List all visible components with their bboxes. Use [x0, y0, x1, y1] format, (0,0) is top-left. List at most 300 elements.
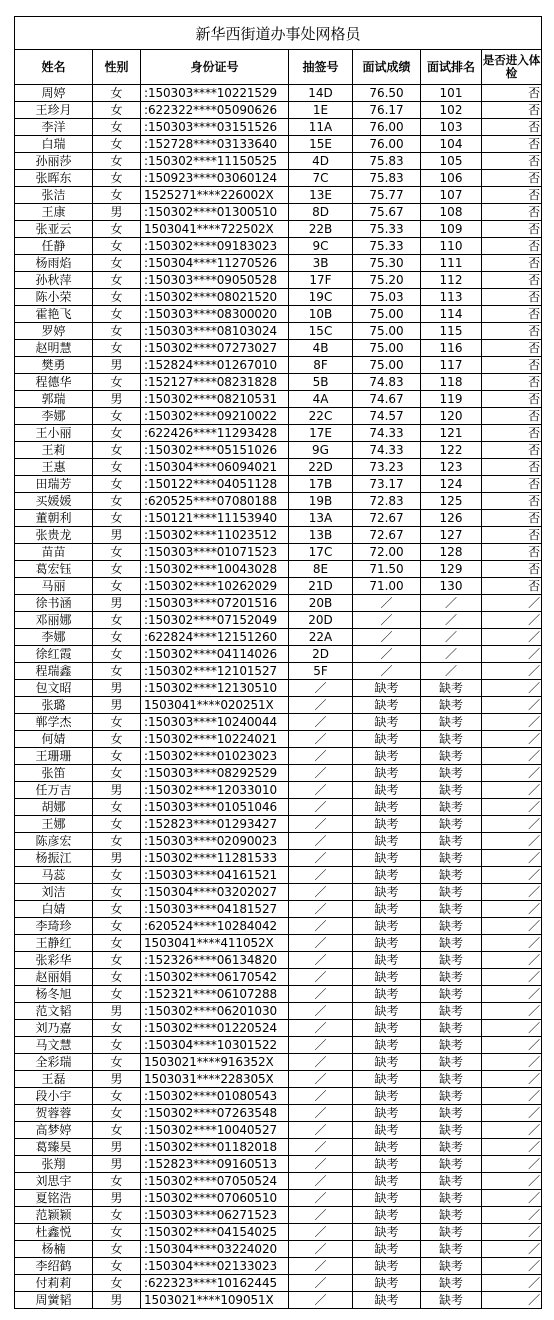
cell-score: 缺考 [353, 935, 421, 952]
cell-id: :150302****06201030 [141, 1003, 289, 1020]
cell-exam: ／ [482, 1275, 542, 1292]
cell-exam: ／ [482, 1156, 542, 1173]
cell-draw: ／ [289, 1190, 353, 1207]
cell-gender: 女 [93, 187, 141, 204]
cell-rank: 102 [421, 102, 482, 119]
cell-gender: 女 [93, 731, 141, 748]
cell-gender: 女 [93, 1088, 141, 1105]
cell-draw: 1E [289, 102, 353, 119]
cell-score: 缺考 [353, 918, 421, 935]
cell-exam: ／ [482, 952, 542, 969]
table-row [15, 527, 542, 544]
cell-id: :150302****01080543 [141, 1088, 289, 1105]
cell-draw: 5B [289, 374, 353, 391]
cell-score: 缺考 [353, 1020, 421, 1037]
cell-exam: 否 [482, 476, 542, 493]
cell-id: :150303****08103024 [141, 323, 289, 340]
cell-exam: 否 [482, 289, 542, 306]
cell-id: :622323****10162445 [141, 1275, 289, 1292]
cell-draw: ／ [289, 1020, 353, 1037]
cell-gender: 男 [93, 1292, 141, 1309]
cell-gender: 女 [93, 544, 141, 561]
cell-draw: 19B [289, 493, 353, 510]
cell-id: :150302****04154025 [141, 1224, 289, 1241]
cell-name: 董朝利 [15, 510, 93, 527]
cell-id: :150303****02090023 [141, 833, 289, 850]
table-row [15, 765, 542, 782]
cell-draw: ／ [289, 1054, 353, 1071]
cell-draw: 4B [289, 340, 353, 357]
cell-name: 徐书涵 [15, 595, 93, 612]
cell-name: 程瑞鑫 [15, 663, 93, 680]
cell-exam: ／ [482, 1173, 542, 1190]
cell-id: :150302****10262029 [141, 578, 289, 595]
cell-gender: 女 [93, 867, 141, 884]
cell-exam: ／ [482, 1054, 542, 1071]
cell-exam: ／ [482, 1037, 542, 1054]
cell-id: :150302****01182018 [141, 1139, 289, 1156]
cell-name: 王小丽 [15, 425, 93, 442]
cell-exam: ／ [482, 1139, 542, 1156]
cell-exam: ／ [482, 1224, 542, 1241]
cell-gender: 女 [93, 884, 141, 901]
cell-rank: 缺考 [421, 697, 482, 714]
cell-score: 缺考 [353, 765, 421, 782]
cell-name: 张晖东 [15, 170, 93, 187]
cell-exam: ／ [482, 1207, 542, 1224]
cell-id: :150304****03202027 [141, 884, 289, 901]
table-row [15, 306, 542, 323]
cell-score: 缺考 [353, 1071, 421, 1088]
cell-name: 孙秋萍 [15, 272, 93, 289]
cell-score: 缺考 [353, 680, 421, 697]
cell-exam: 否 [482, 425, 542, 442]
table-row [15, 323, 542, 340]
cell-gender: 女 [93, 612, 141, 629]
cell-rank: 112 [421, 272, 482, 289]
cell-name: 王磊 [15, 1071, 93, 1088]
cell-id: 1525271****226002X [141, 187, 289, 204]
cell-score: 缺考 [353, 867, 421, 884]
cell-gender: 男 [93, 1071, 141, 1088]
cell-name: 郭瑞 [15, 391, 93, 408]
cell-name: 李洋 [15, 119, 93, 136]
cell-gender: 女 [93, 629, 141, 646]
cell-gender: 女 [93, 714, 141, 731]
cell-draw: ／ [289, 697, 353, 714]
cell-score: ／ [353, 646, 421, 663]
table-row [15, 1122, 542, 1139]
cell-rank: 101 [421, 85, 482, 102]
table-row [15, 663, 542, 680]
cell-rank: 缺考 [421, 1020, 482, 1037]
cell-id: :150302****08210531 [141, 391, 289, 408]
cell-rank: 106 [421, 170, 482, 187]
table-row [15, 374, 542, 391]
cell-draw: ／ [289, 969, 353, 986]
cell-gender: 女 [93, 1173, 141, 1190]
cell-gender: 女 [93, 425, 141, 442]
table-row [15, 578, 542, 595]
cell-name: 王静红 [15, 935, 93, 952]
cell-score: ／ [353, 595, 421, 612]
cell-rank: 103 [421, 119, 482, 136]
cell-exam: 否 [482, 340, 542, 357]
cell-draw: 19C [289, 289, 353, 306]
cell-gender: 女 [93, 1275, 141, 1292]
table-body [15, 85, 542, 1309]
cell-gender: 女 [93, 799, 141, 816]
cell-rank: 缺考 [421, 850, 482, 867]
cell-score: 缺考 [353, 1122, 421, 1139]
cell-exam: 否 [482, 187, 542, 204]
table-row [15, 629, 542, 646]
cell-id: :150304****11270526 [141, 255, 289, 272]
cell-rank: 缺考 [421, 1224, 482, 1241]
cell-name: 付莉莉 [15, 1275, 93, 1292]
cell-rank: 130 [421, 578, 482, 595]
table-row [15, 170, 542, 187]
cell-name: 陈小荣 [15, 289, 93, 306]
cell-draw: 14D [289, 85, 353, 102]
cell-exam: 否 [482, 119, 542, 136]
cell-rank: ／ [421, 663, 482, 680]
cell-name: 高梦婷 [15, 1122, 93, 1139]
cell-draw: ／ [289, 782, 353, 799]
cell-draw: ／ [289, 714, 353, 731]
cell-exam: 否 [482, 85, 542, 102]
cell-name: 李娜 [15, 408, 93, 425]
cell-score: 缺考 [353, 1224, 421, 1241]
cell-gender: 女 [93, 85, 141, 102]
cell-draw: 17B [289, 476, 353, 493]
cell-score: 75.30 [353, 255, 421, 272]
cell-exam: ／ [482, 1258, 542, 1275]
cell-gender: 女 [93, 476, 141, 493]
cell-draw: 22C [289, 408, 353, 425]
cell-exam: ／ [482, 595, 542, 612]
cell-score: 缺考 [353, 1037, 421, 1054]
cell-draw: ／ [289, 1139, 353, 1156]
cell-gender: 男 [93, 391, 141, 408]
cell-name: 程德华 [15, 374, 93, 391]
cell-score: 缺考 [353, 1190, 421, 1207]
cell-id: :152824****01267010 [141, 357, 289, 374]
cell-exam: ／ [482, 782, 542, 799]
cell-score: 缺考 [353, 1173, 421, 1190]
table-row [15, 1037, 542, 1054]
cell-rank: 125 [421, 493, 482, 510]
cell-draw: ／ [289, 935, 353, 952]
cell-exam: 否 [482, 561, 542, 578]
table-row [15, 544, 542, 561]
cell-draw: ／ [289, 1088, 353, 1105]
cell-exam: ／ [482, 1105, 542, 1122]
cell-score: 74.67 [353, 391, 421, 408]
cell-score: 72.67 [353, 527, 421, 544]
cell-score: 74.33 [353, 442, 421, 459]
cell-gender: 男 [93, 1190, 141, 1207]
cell-score: ／ [353, 629, 421, 646]
results-sheet [14, 16, 541, 1309]
cell-exam: 否 [482, 374, 542, 391]
cell-draw: 5F [289, 663, 353, 680]
cell-id: :150304****06094021 [141, 459, 289, 476]
cell-score: 74.33 [353, 425, 421, 442]
cell-name: 张彩华 [15, 952, 93, 969]
cell-name: 胡娜 [15, 799, 93, 816]
cell-exam: ／ [482, 901, 542, 918]
cell-gender: 女 [93, 918, 141, 935]
cell-name: 张亚云 [15, 221, 93, 238]
cell-gender: 男 [93, 1003, 141, 1020]
col-header-score: 面试成绩 [353, 50, 421, 85]
cell-gender: 男 [93, 680, 141, 697]
cell-name: 白瑞 [15, 136, 93, 153]
cell-rank: 缺考 [421, 714, 482, 731]
cell-score: 缺考 [353, 1088, 421, 1105]
cell-name: 杨冬旭 [15, 986, 93, 1003]
table-row [15, 442, 542, 459]
cell-name: 葛臻昊 [15, 1139, 93, 1156]
cell-id: :150303****04181527 [141, 901, 289, 918]
cell-score: 75.77 [353, 187, 421, 204]
cell-name: 包文昭 [15, 680, 93, 697]
cell-gender: 女 [93, 255, 141, 272]
cell-id: :150302****10040527 [141, 1122, 289, 1139]
cell-id: :150302****09210022 [141, 408, 289, 425]
table-row [15, 1003, 542, 1020]
cell-id: :150302****08021520 [141, 289, 289, 306]
cell-draw: 3B [289, 255, 353, 272]
cell-score: 缺考 [353, 1258, 421, 1275]
cell-draw: 4D [289, 153, 353, 170]
cell-name: 全彩瑞 [15, 1054, 93, 1071]
cell-name: 孙丽莎 [15, 153, 93, 170]
cell-score: 75.33 [353, 221, 421, 238]
cell-exam: 否 [482, 578, 542, 595]
cell-rank: 缺考 [421, 867, 482, 884]
cell-score: 75.67 [353, 204, 421, 221]
cell-rank: 114 [421, 306, 482, 323]
cell-exam: 否 [482, 204, 542, 221]
cell-id: :152823****09160513 [141, 1156, 289, 1173]
cell-score: 缺考 [353, 969, 421, 986]
cell-draw: 20B [289, 595, 353, 612]
cell-draw: ／ [289, 1122, 353, 1139]
cell-score: 缺考 [353, 714, 421, 731]
cell-gender: 女 [93, 1207, 141, 1224]
cell-id: :150303****01051046 [141, 799, 289, 816]
cell-rank: 缺考 [421, 816, 482, 833]
cell-draw: 7C [289, 170, 353, 187]
cell-rank: 缺考 [421, 748, 482, 765]
cell-score: 缺考 [353, 1156, 421, 1173]
table-row [15, 969, 542, 986]
cell-score: 75.00 [353, 340, 421, 357]
cell-id: :150302****12033010 [141, 782, 289, 799]
cell-exam: 否 [482, 357, 542, 374]
cell-score: ／ [353, 663, 421, 680]
cell-id: 1503041****020251X [141, 697, 289, 714]
cell-exam: ／ [482, 646, 542, 663]
cell-gender: 男 [93, 357, 141, 374]
cell-draw: 13A [289, 510, 353, 527]
cell-exam: ／ [482, 1190, 542, 1207]
cell-rank: 121 [421, 425, 482, 442]
cell-draw: ／ [289, 1003, 353, 1020]
table-row [15, 289, 542, 306]
table-row [15, 1105, 542, 1122]
table-row [15, 1224, 542, 1241]
cell-gender: 女 [93, 408, 141, 425]
cell-gender: 女 [93, 1020, 141, 1037]
cell-draw: ／ [289, 748, 353, 765]
cell-rank: 124 [421, 476, 482, 493]
cell-name: 罗婷 [15, 323, 93, 340]
cell-id: :150302****09183023 [141, 238, 289, 255]
cell-gender: 男 [93, 850, 141, 867]
cell-id: :152823****01293427 [141, 816, 289, 833]
cell-id: :622824****12151260 [141, 629, 289, 646]
cell-name: 王莉 [15, 442, 93, 459]
cell-id: 1503041****411052X [141, 935, 289, 952]
cell-draw: ／ [289, 1258, 353, 1275]
cell-name: 任静 [15, 238, 93, 255]
cell-id: :152728****03133640 [141, 136, 289, 153]
cell-rank: 116 [421, 340, 482, 357]
table-row [15, 425, 542, 442]
cell-draw: ／ [289, 1292, 353, 1309]
cell-rank: 120 [421, 408, 482, 425]
cell-id: :150121****11153940 [141, 510, 289, 527]
cell-draw: 4A [289, 391, 353, 408]
header-row [15, 50, 542, 85]
cell-id: :150303****10221529 [141, 85, 289, 102]
cell-name: 买媛媛 [15, 493, 93, 510]
cell-gender: 男 [93, 782, 141, 799]
cell-score: ／ [353, 612, 421, 629]
cell-draw: ／ [289, 799, 353, 816]
cell-draw: 11A [289, 119, 353, 136]
cell-gender: 男 [93, 697, 141, 714]
cell-rank: 128 [421, 544, 482, 561]
cell-name: 马蕊 [15, 867, 93, 884]
cell-rank: 缺考 [421, 765, 482, 782]
table-row [15, 255, 542, 272]
table-row [15, 204, 542, 221]
cell-id: :150302****07152049 [141, 612, 289, 629]
cell-draw: ／ [289, 1207, 353, 1224]
cell-draw: ／ [289, 833, 353, 850]
cell-gender: 女 [93, 578, 141, 595]
cell-gender: 女 [93, 561, 141, 578]
cell-draw: ／ [289, 765, 353, 782]
cell-id: :150303****01071523 [141, 544, 289, 561]
cell-score: 76.00 [353, 119, 421, 136]
cell-draw: 22D [289, 459, 353, 476]
table-row [15, 816, 542, 833]
cell-draw: ／ [289, 731, 353, 748]
table-row [15, 493, 542, 510]
cell-draw: ／ [289, 1105, 353, 1122]
cell-name: 张翔 [15, 1156, 93, 1173]
cell-draw: 22A [289, 629, 353, 646]
cell-name: 张璐 [15, 697, 93, 714]
table-row [15, 799, 542, 816]
cell-rank: 109 [421, 221, 482, 238]
cell-id: :150303****04161521 [141, 867, 289, 884]
table-row [15, 1275, 542, 1292]
cell-gender: 女 [93, 119, 141, 136]
table-row [15, 1173, 542, 1190]
cell-rank: 缺考 [421, 918, 482, 935]
cell-exam: 否 [482, 306, 542, 323]
cell-draw: ／ [289, 986, 353, 1003]
cell-score: 缺考 [353, 1105, 421, 1122]
cell-draw: 8D [289, 204, 353, 221]
cell-gender: 女 [93, 493, 141, 510]
cell-id: :150302****07273027 [141, 340, 289, 357]
table-row [15, 867, 542, 884]
cell-rank: 缺考 [421, 884, 482, 901]
cell-name: 刘思宇 [15, 1173, 93, 1190]
cell-rank: 129 [421, 561, 482, 578]
cell-score: 缺考 [353, 1054, 421, 1071]
cell-score: 缺考 [353, 1003, 421, 1020]
cell-name: 李琦珍 [15, 918, 93, 935]
cell-gender: 女 [93, 765, 141, 782]
cell-name: 赵明慧 [15, 340, 93, 357]
cell-id: :150302****11281533 [141, 850, 289, 867]
cell-score: 缺考 [353, 850, 421, 867]
cell-exam: 否 [482, 391, 542, 408]
table-row [15, 935, 542, 952]
table-row [15, 340, 542, 357]
col-header-rank: 面试排名 [421, 50, 482, 85]
cell-exam: 否 [482, 153, 542, 170]
table-row [15, 459, 542, 476]
table-row [15, 476, 542, 493]
cell-id: :150303****09050528 [141, 272, 289, 289]
table-row [15, 697, 542, 714]
table-row [15, 952, 542, 969]
table-row [15, 1156, 542, 1173]
cell-draw: ／ [289, 816, 353, 833]
cell-draw: ／ [289, 1037, 353, 1054]
cell-rank: 缺考 [421, 680, 482, 697]
cell-score: 75.00 [353, 357, 421, 374]
cell-gender: 女 [93, 238, 141, 255]
cell-gender: 女 [93, 986, 141, 1003]
cell-name: 何婧 [15, 731, 93, 748]
cell-score: 缺考 [353, 1207, 421, 1224]
cell-id: :150122****04051128 [141, 476, 289, 493]
cell-name: 田瑞芳 [15, 476, 93, 493]
cell-rank: 缺考 [421, 782, 482, 799]
cell-name: 杨雨焰 [15, 255, 93, 272]
cell-gender: 女 [93, 663, 141, 680]
cell-exam: ／ [482, 663, 542, 680]
cell-gender: 男 [93, 527, 141, 544]
cell-rank: 123 [421, 459, 482, 476]
cell-id: :150302****07263548 [141, 1105, 289, 1122]
cell-name: 范颖颖 [15, 1207, 93, 1224]
cell-score: 缺考 [353, 748, 421, 765]
cell-name: 王康 [15, 204, 93, 221]
table-row [15, 884, 542, 901]
cell-id: :150303****08292529 [141, 765, 289, 782]
